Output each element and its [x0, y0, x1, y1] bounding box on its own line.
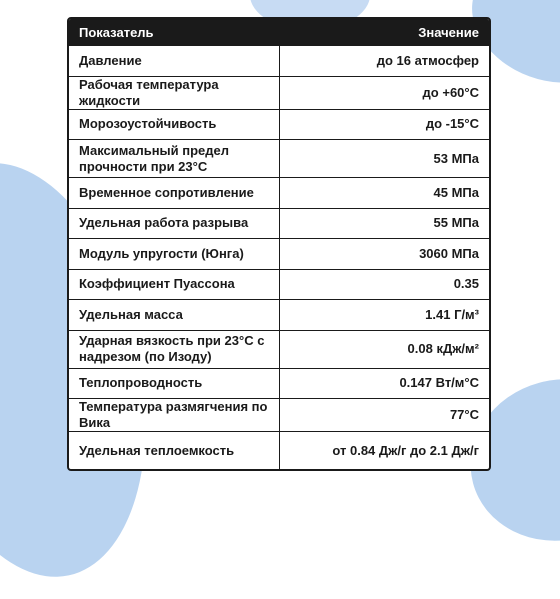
table-row [69, 76, 489, 109]
row-parameter: Теплопроводность [69, 368, 279, 399]
row-parameter: Рабочая температура жидкости [69, 76, 279, 109]
row-parameter: Временное сопротивление [69, 178, 279, 209]
table-row [69, 399, 489, 432]
table-row [69, 46, 489, 77]
row-value: 1.41 Г/м³ [279, 300, 489, 331]
row-value: до 16 атмосфер [279, 46, 489, 77]
row-value: 0.147 Вт/м°С [279, 368, 489, 399]
table-row [69, 178, 489, 209]
table-row [69, 109, 489, 140]
row-value: 0.08 кДж/м² [279, 330, 489, 368]
table-row [69, 269, 489, 300]
row-parameter: Удельная работа разрыва [69, 208, 279, 239]
row-parameter: Максимальный предел прочности при 23°C [69, 140, 279, 178]
table-row [69, 140, 489, 178]
row-value: 45 МПа [279, 178, 489, 209]
table-row [69, 368, 489, 399]
table-header-row [69, 19, 489, 46]
table-row [69, 330, 489, 368]
row-value: 77°C [279, 399, 489, 432]
row-value: до -15°C [279, 109, 489, 140]
specifications-table [67, 17, 491, 471]
row-value: до +60°C [279, 76, 489, 109]
row-value: 0.35 [279, 269, 489, 300]
row-parameter: Удельная масса [69, 300, 279, 331]
row-value: 55 МПа [279, 208, 489, 239]
table-row [69, 239, 489, 270]
header-value: Значение [279, 19, 489, 46]
header-parameter: Показатель [69, 19, 279, 46]
row-value: 3060 МПа [279, 239, 489, 270]
table-row [69, 208, 489, 239]
table-row [69, 432, 489, 470]
row-parameter: Коэффициент Пуассона [69, 269, 279, 300]
row-parameter: Морозоустойчивость [69, 109, 279, 140]
row-parameter: Ударная вязкость при 23°C с надрезом (по Изоду) [69, 330, 279, 368]
row-parameter: Давление [69, 46, 279, 77]
row-value: от 0.84 Дж/г до 2.1 Дж/г [279, 432, 489, 470]
row-parameter: Удельная теплоемкость [69, 432, 279, 470]
row-value: 53 МПа [279, 140, 489, 178]
row-parameter: Модуль упругости (Юнга) [69, 239, 279, 270]
table-row [69, 300, 489, 331]
row-parameter: Температура размягчения по Вика [69, 399, 279, 432]
